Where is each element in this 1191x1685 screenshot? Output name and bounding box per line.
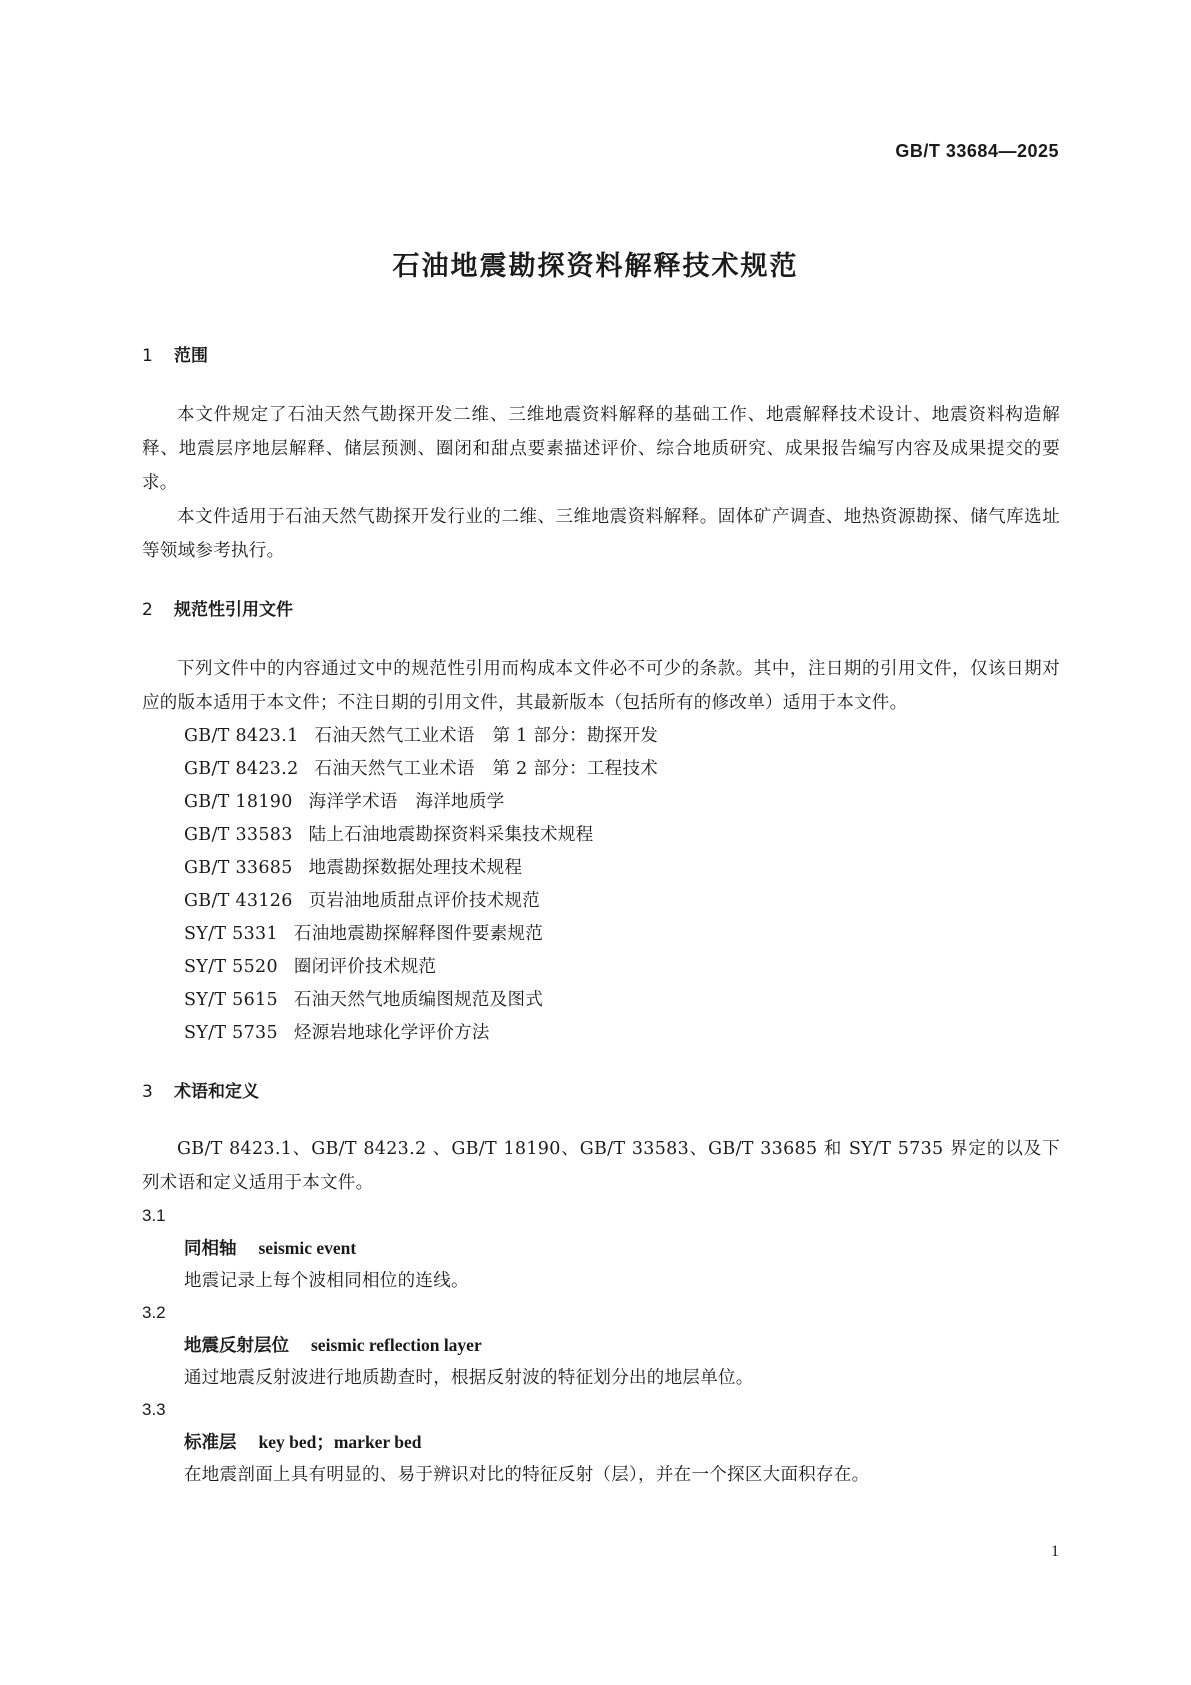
page-number: 1 [1051,1543,1059,1560]
reference-item [142,885,1060,918]
section-title: 术语和定义 [174,1082,259,1102]
reference-code: SY/T 5520 [184,957,278,977]
term-entry [142,1297,1060,1394]
reference-item [142,951,1060,984]
reference-code: GB/T 8423.2 [184,759,299,779]
reference-title: 石油天然气地质编图规范及图式 [293,990,544,1010]
term-heading [142,1232,1060,1265]
section-heading-normative-references [142,598,1060,622]
reference-title: 陆上石油地震勘探资料采集技术规程 [308,825,594,845]
term-chinese: 地震反射层位 [184,1336,289,1356]
reference-item [142,720,1060,753]
paragraph: 本文件适用于石油天然气勘探开发行业的二维、三维地震资料解释。固体矿产调查、地热资源勘探、储气库选址等领域参考执行。 [142,507,1060,561]
term-number: 3.1 [142,1206,166,1225]
section-number: 1 [142,346,153,366]
reference-title: 圈闭评价技术规范 [293,957,437,977]
term-english: seismic event [258,1238,357,1258]
term-english: seismic reflection layer [311,1335,482,1355]
document-title: 石油地震勘探资料解释技术规范 [392,251,799,282]
section-number: 2 [142,600,153,620]
term-heading [142,1329,1060,1362]
paragraph: GB/T 8423.1、GB/T 8423.2 、GB/T 18190、GB/T 33583、GB/T 33685 和 SY/T 5735 界定的以及下列术语和定义适用于本文件。 [142,1139,1060,1193]
standard-code: GB/T 33684—2025 [895,141,1059,161]
paragraph: 下列文件中的内容通过文中的规范性引用而构成本文件必不可少的条款。其中，注日期的引用文件，仅该日期对应的版本适用于本文件；不注日期的引用文件，其最新版本（包括所有的修改单）适用于本文件。 [142,659,1060,713]
reference-title: 页岩油地质甜点评价技术规范 [308,891,541,911]
section-heading-terms-and-definitions [142,1080,1060,1104]
reference-code: GB/T 18190 [184,792,293,812]
reference-code: GB/T 8423.1 [184,726,299,746]
reference-item [142,918,1060,951]
reference-code: GB/T 43126 [184,891,293,911]
reference-code: GB/T 33583 [184,825,293,845]
reference-title: 石油天然气工业术语 第 1 部分：勘探开发 [314,726,659,746]
term-entry [142,1394,1060,1491]
term-chinese: 同相轴 [184,1239,237,1259]
reference-item [142,819,1060,852]
term-english: key bed；marker bed [258,1432,422,1452]
reference-code: SY/T 5735 [184,1023,278,1043]
reference-item [142,984,1060,1017]
reference-code: SY/T 5331 [184,924,278,944]
reference-title: 石油天然气工业术语 第 2 部分：工程技术 [314,759,659,779]
reference-item [142,753,1060,786]
reference-list [142,720,1060,1050]
reference-item [142,786,1060,819]
section-number: 3 [142,1082,153,1102]
section-heading-scope [142,344,1060,368]
term-definition: 地震记录上每个波相同相位的连线。 [184,1271,469,1291]
reference-title: 石油地震勘探解释图件要素规范 [293,924,544,944]
term-number: 3.2 [142,1303,166,1322]
reference-title: 地震勘探数据处理技术规程 [308,858,523,878]
reference-title: 烃源岩地球化学评价方法 [293,1023,490,1043]
term-definition: 通过地震反射波进行地质勘查时，根据反射波的特征划分出的地层单位。 [184,1368,754,1388]
section-title: 规范性引用文件 [174,600,293,620]
document-body [142,344,1060,1491]
reference-item [142,1017,1060,1050]
paragraph: 本文件规定了石油天然气勘探开发二维、三维地震资料解释的基础工作、地震解释技术设计、地震资料构造解释、地震层序地层解释、储层预测、圈闭和甜点要素描述评价、综合地质研究、成果报告编写内容及成果提交的要求。 [142,405,1060,493]
term-heading [142,1426,1060,1459]
reference-code: SY/T 5615 [184,990,278,1010]
section-title: 范围 [174,346,208,366]
reference-title: 海洋学术语 海洋地质学 [308,792,505,812]
reference-code: GB/T 33685 [184,858,293,878]
term-definition: 在地震剖面上具有明显的、易于辨识对比的特征反射（层），并在一个探区大面积存在。 [184,1465,870,1485]
reference-item [142,852,1060,885]
term-number: 3.3 [142,1400,166,1419]
term-chinese: 标准层 [184,1433,237,1453]
term-entry [142,1200,1060,1297]
